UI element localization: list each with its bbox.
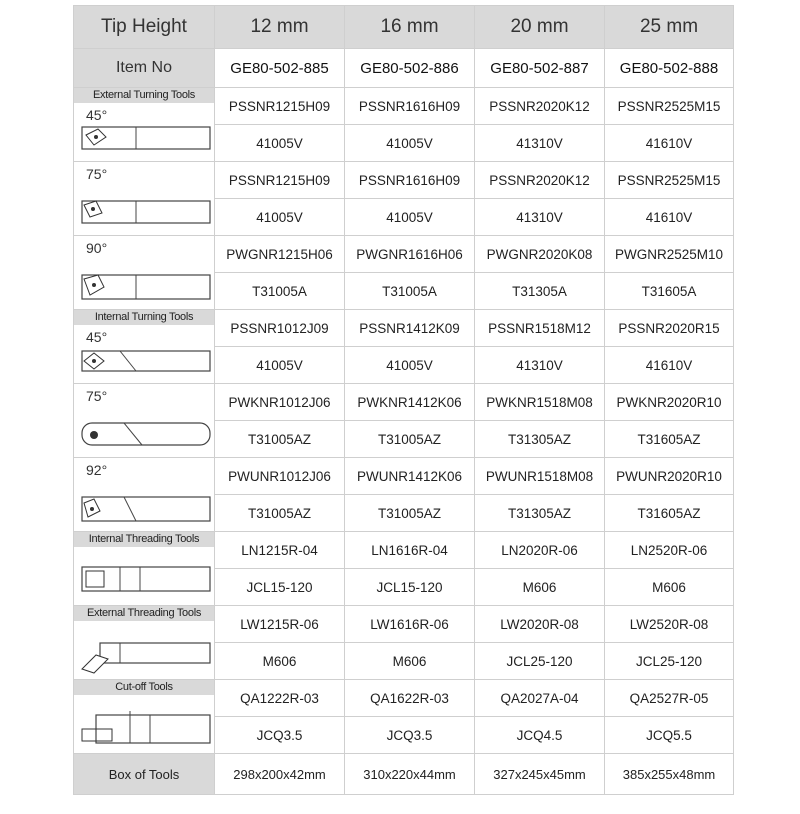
insert-code-cell: JCQ3.5 (345, 717, 475, 754)
holder-code-cell: PWKNR1012J06 (215, 384, 345, 421)
insert-code-cell: T31305AZ (475, 495, 605, 532)
box-dimension: 327x245x45mm (475, 754, 605, 795)
holder-code-cell: PWGNR1616H06 (345, 236, 475, 273)
insert-code-cell: JCQ3.5 (215, 717, 345, 754)
insert-code-cell: T31005AZ (215, 495, 345, 532)
insert-code-cell: T31305AZ (475, 421, 605, 458)
internal-threading-icon (80, 561, 214, 601)
insert-code-cell: M606 (475, 569, 605, 606)
insert-code-cell: JCL15-120 (345, 569, 475, 606)
insert-code-cell: 41610V (605, 199, 734, 236)
cut-off-tool-icon (80, 709, 214, 749)
external-turning-90-icon (80, 265, 214, 305)
insert-code-cell: 41005V (345, 125, 475, 162)
box-dimension: 298x200x42mm (215, 754, 345, 795)
tool-label-cell (74, 88, 215, 162)
internal-turning-92-icon (80, 487, 214, 527)
holder-code-cell: PSSNR1518M12 (475, 310, 605, 347)
holder-code-cell: PWUNR1412K06 (345, 458, 475, 495)
insert-code-cell: T31605AZ (605, 495, 734, 532)
insert-code-cell: 41310V (475, 199, 605, 236)
tool-spec-table (73, 5, 734, 795)
insert-code-cell: JCL15-120 (215, 569, 345, 606)
tool-angle-label: 45° (86, 329, 108, 345)
tool-row (74, 236, 734, 273)
insert-code-cell: 41610V (605, 125, 734, 162)
insert-code-cell: T31005AZ (215, 421, 345, 458)
tool-label-cell (74, 236, 215, 310)
tool-row (74, 384, 734, 421)
insert-code-cell: T31005A (345, 273, 475, 310)
insert-code-cell: 41005V (215, 199, 345, 236)
tool-category-label: External Turning Tools (74, 88, 214, 103)
holder-code-cell: LW2520R-08 (605, 606, 734, 643)
item-no-value: GE80-502-885 (215, 49, 345, 88)
size-header: 20 mm (475, 6, 605, 49)
holder-code-cell: QA2527R-05 (605, 680, 734, 717)
insert-code-cell: T31305A (475, 273, 605, 310)
holder-code-cell: PSSNR1012J09 (215, 310, 345, 347)
external-turning-45-icon (80, 117, 214, 157)
tool-angle-label: 75° (86, 388, 108, 404)
holder-code-cell: PSSNR1616H09 (345, 162, 475, 199)
holder-code-cell: PSSNR1215H09 (215, 162, 345, 199)
box-of-tools-label: Box of Tools (74, 754, 215, 795)
external-turning-75-icon (80, 191, 214, 231)
holder-code-cell: QA2027A-04 (475, 680, 605, 717)
holder-code-cell: PWGNR1215H06 (215, 236, 345, 273)
holder-code-cell: PWKNR1412K06 (345, 384, 475, 421)
tool-label-cell (74, 680, 215, 754)
holder-code-cell: PSSNR2525M15 (605, 88, 734, 125)
item-no-row (74, 49, 734, 88)
insert-code-cell: JCL25-120 (475, 643, 605, 680)
box-dimension: 385x255x48mm (605, 754, 734, 795)
holder-code-cell: PWGNR2020K08 (475, 236, 605, 273)
insert-code-cell: JCQ4.5 (475, 717, 605, 754)
holder-code-cell: QA1622R-03 (345, 680, 475, 717)
tool-angle-label: 90° (86, 240, 108, 256)
holder-code-cell: LW1616R-06 (345, 606, 475, 643)
holder-code-cell: LN1215R-04 (215, 532, 345, 569)
holder-code-cell: PSSNR2525M15 (605, 162, 734, 199)
holder-code-cell: PSSNR2020R15 (605, 310, 734, 347)
holder-code-cell: PSSNR1412K09 (345, 310, 475, 347)
insert-code-cell: JCL25-120 (605, 643, 734, 680)
insert-code-cell: T31005A (215, 273, 345, 310)
holder-code-cell: PWKNR2020R10 (605, 384, 734, 421)
tool-row (74, 532, 734, 569)
tool-label-cell (74, 606, 215, 680)
insert-code-cell: T31605AZ (605, 421, 734, 458)
holder-code-cell: PWUNR2020R10 (605, 458, 734, 495)
internal-turning-45-icon (80, 339, 214, 379)
tool-label-cell (74, 384, 215, 458)
tool-category-label: Cut-off Tools (74, 680, 214, 695)
insert-code-cell: M606 (605, 569, 734, 606)
insert-code-cell: T31005AZ (345, 495, 475, 532)
tip-height-label: Tip Height (74, 6, 215, 49)
insert-code-cell: M606 (215, 643, 345, 680)
item-no-value: GE80-502-887 (475, 49, 605, 88)
tool-row (74, 458, 734, 495)
holder-code-cell: PWGNR2525M10 (605, 236, 734, 273)
tool-angle-label: 92° (86, 462, 108, 478)
tool-row (74, 680, 734, 717)
tool-row (74, 162, 734, 199)
holder-code-cell: PSSNR1616H09 (345, 88, 475, 125)
insert-code-cell: 41310V (475, 347, 605, 384)
holder-code-cell: LN2020R-06 (475, 532, 605, 569)
insert-code-cell: 41005V (345, 347, 475, 384)
holder-code-cell: PWKNR1518M08 (475, 384, 605, 421)
insert-code-cell: 41005V (215, 347, 345, 384)
holder-code-cell: LN1616R-04 (345, 532, 475, 569)
tool-row (74, 88, 734, 125)
size-header: 12 mm (215, 6, 345, 49)
holder-code-cell: PSSNR1215H09 (215, 88, 345, 125)
holder-code-cell: PSSNR2020K12 (475, 162, 605, 199)
tool-label-cell (74, 458, 215, 532)
holder-code-cell: PSSNR2020K12 (475, 88, 605, 125)
size-header: 25 mm (605, 6, 734, 49)
tool-category-label: Internal Threading Tools (74, 532, 214, 547)
insert-code-cell: T31005AZ (345, 421, 475, 458)
insert-code-cell: M606 (345, 643, 475, 680)
holder-code-cell: LN2520R-06 (605, 532, 734, 569)
tool-row (74, 606, 734, 643)
insert-code-cell: 41005V (215, 125, 345, 162)
size-header: 16 mm (345, 6, 475, 49)
insert-code-cell: JCQ5.5 (605, 717, 734, 754)
insert-code-cell: 41610V (605, 347, 734, 384)
item-no-value: GE80-502-886 (345, 49, 475, 88)
tool-angle-label: 75° (86, 166, 108, 182)
insert-code-cell: 41310V (475, 125, 605, 162)
tool-row (74, 310, 734, 347)
item-no-value: GE80-502-888 (605, 49, 734, 88)
tool-angle-label: 45° (86, 107, 108, 123)
tool-category-label: External Threading Tools (74, 606, 214, 621)
tool-label-cell (74, 162, 215, 236)
box-of-tools-row (74, 754, 734, 795)
tool-category-label: Internal Turning Tools (74, 310, 214, 325)
external-threading-icon (80, 635, 214, 675)
holder-code-cell: PWUNR1012J06 (215, 458, 345, 495)
item-no-label: Item No (74, 49, 215, 88)
holder-code-cell: QA1222R-03 (215, 680, 345, 717)
internal-turning-75-icon (80, 413, 214, 453)
insert-code-cell: 41005V (345, 199, 475, 236)
holder-code-cell: LW2020R-08 (475, 606, 605, 643)
holder-code-cell: LW1215R-06 (215, 606, 345, 643)
tool-label-cell (74, 532, 215, 606)
box-dimension: 310x220x44mm (345, 754, 475, 795)
insert-code-cell: T31605A (605, 273, 734, 310)
tool-label-cell (74, 310, 215, 384)
header-row (74, 6, 734, 49)
holder-code-cell: PWUNR1518M08 (475, 458, 605, 495)
